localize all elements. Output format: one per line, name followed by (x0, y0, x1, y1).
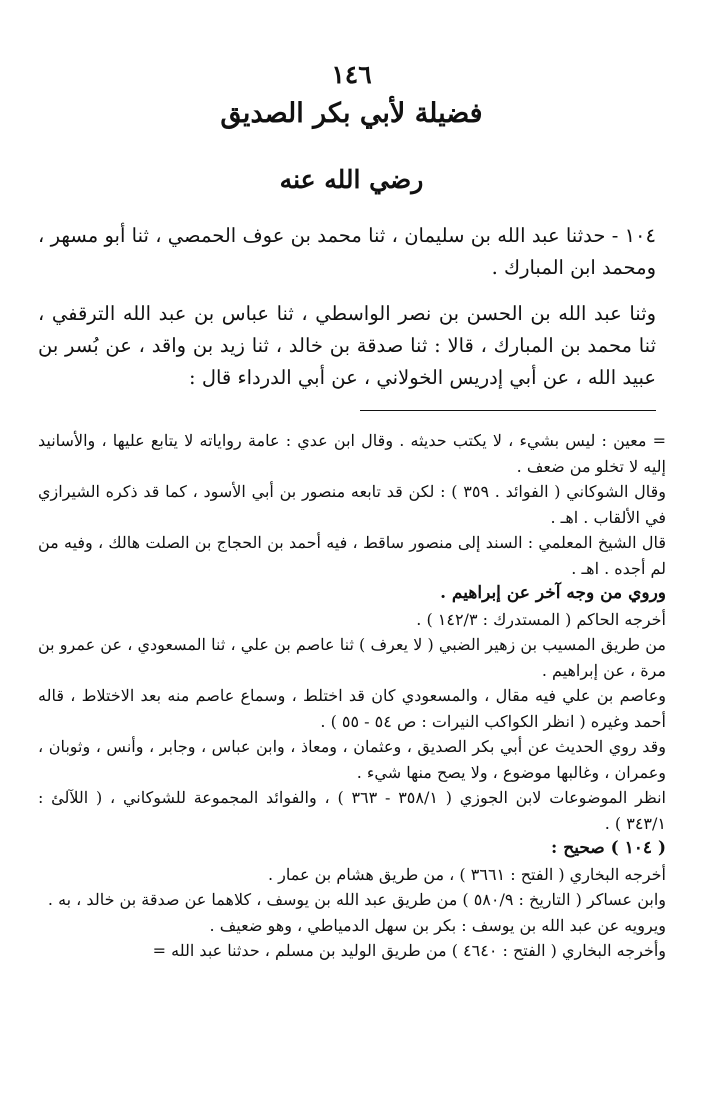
footnote-line: وأخرجه البخاري ( الفتح : ٤٦٤٠ ) من طريق الوليد بن مسلم ، حدثنا عبد الله = (152, 941, 666, 960)
chapter-subtitle: رضي الله عنه (279, 165, 424, 194)
footnote-line: = معين : ليس بشيء ، لا يكتب حديثه . وقال ابن عدي : عامة رواياته لا يتابع عليها ، والأسانيد إليه لا تخلو من ضعف . (38, 431, 666, 476)
footnote-line: أخرجه البخاري ( الفتح : ٣٦٦١ ) ، من طريق هشام بن عمار . (267, 864, 666, 884)
footnote-line: ويرويه عن عبد الله بن يوسف : بكر بن سهل الدمياطي ، وهو ضعيف . (209, 915, 666, 935)
footnote-line: وعاصم بن علي فيه مقال ، والمسعودي كان قد اختلط ، وسماع عاصم منه بعد الاختلاط ، قاله أحمد وغيره ( انظر الكواكب النيرات : ص ٥٤ - ٥٥ ) . (38, 686, 667, 731)
isnad-paragraph: وثنا عبد الله بن الحسن بن نصر الواسطي ، ثنا عباس بن عبد الله الترقفي ، ثنا محمد بن المبارك ، قالا : ثنا صدقة بن خالد ، ثنا زيد بن واقد ، عن بُسر بن عبيد الله ، عن أبي إدريس الخولاني ، عن أبي الدرداء قال : (38, 302, 656, 389)
footnote-line: وقد روي الحديث عن أبي بكر الصديق ، وعثمان ، ومعاذ ، وابن عباس ، وجابر ، وأنس ، وثوبان ، وعمران ، وغالبها موضوع ، ولا يصح منها شيء . (38, 737, 666, 782)
footnotes (38, 428, 666, 964)
page-number: ١٤٦ (331, 60, 372, 89)
footnote-line: وابن عساكر ( التاريخ : ٥٨٠/٩ ) من طريق عبد الله بن يوسف ، كلاهما عن صدقة بن خالد ، به . (47, 890, 666, 909)
footnote-line: وقال الشوكاني ( الفوائد . ٣٥٩ ) : لكن قد تابعه منصور بن أبي الأسود ، كما قد ذكره الشيرازي في الألقاب . اهـ . (38, 482, 667, 527)
footnote-line: أخرجه الحاكم ( المستدرك : ١٤٢/٣ ) . (416, 609, 666, 629)
footnote-line: قال الشيخ المعلمي : السند إلى منصور ساقط ، فيه أحمد بن الحجاج بن الصلت هالك ، وفيه من لم أجده . اهـ . (38, 533, 666, 578)
hadith-paragraph: ١٠٤ - حدثنا عبد الله بن سليمان ، ثنا محمد بن عوف الحمصي ، ثنا أبو مسهر ، ومحمد ابن المبارك . (38, 224, 656, 279)
chapter-title: فضيلة لأبي بكر الصديق (220, 98, 483, 129)
footnote-divider (360, 410, 656, 411)
footnote-heading: وروي من وجه آخر عن إبراهيم . (440, 583, 666, 603)
footnote-line: من طريق المسيب بن زهير الضبي ( لا يعرف ) ثنا عاصم بن علي ، ثنا المسعودي ، عن عمرو بن مرة ، عن إبراهيم . (38, 635, 666, 680)
footnote-line: انظر الموضوعات لابن الجوزي ( ٣٥٨/١ - ٣٦٣ ) ، والفوائد المجموعة للشوكاني ، ( اللآلئ : ٣٤٣/١ ) . (38, 788, 666, 833)
footnote-heading: ( ١٠٤ ) صحيح : (551, 838, 666, 858)
main-text (38, 220, 656, 408)
